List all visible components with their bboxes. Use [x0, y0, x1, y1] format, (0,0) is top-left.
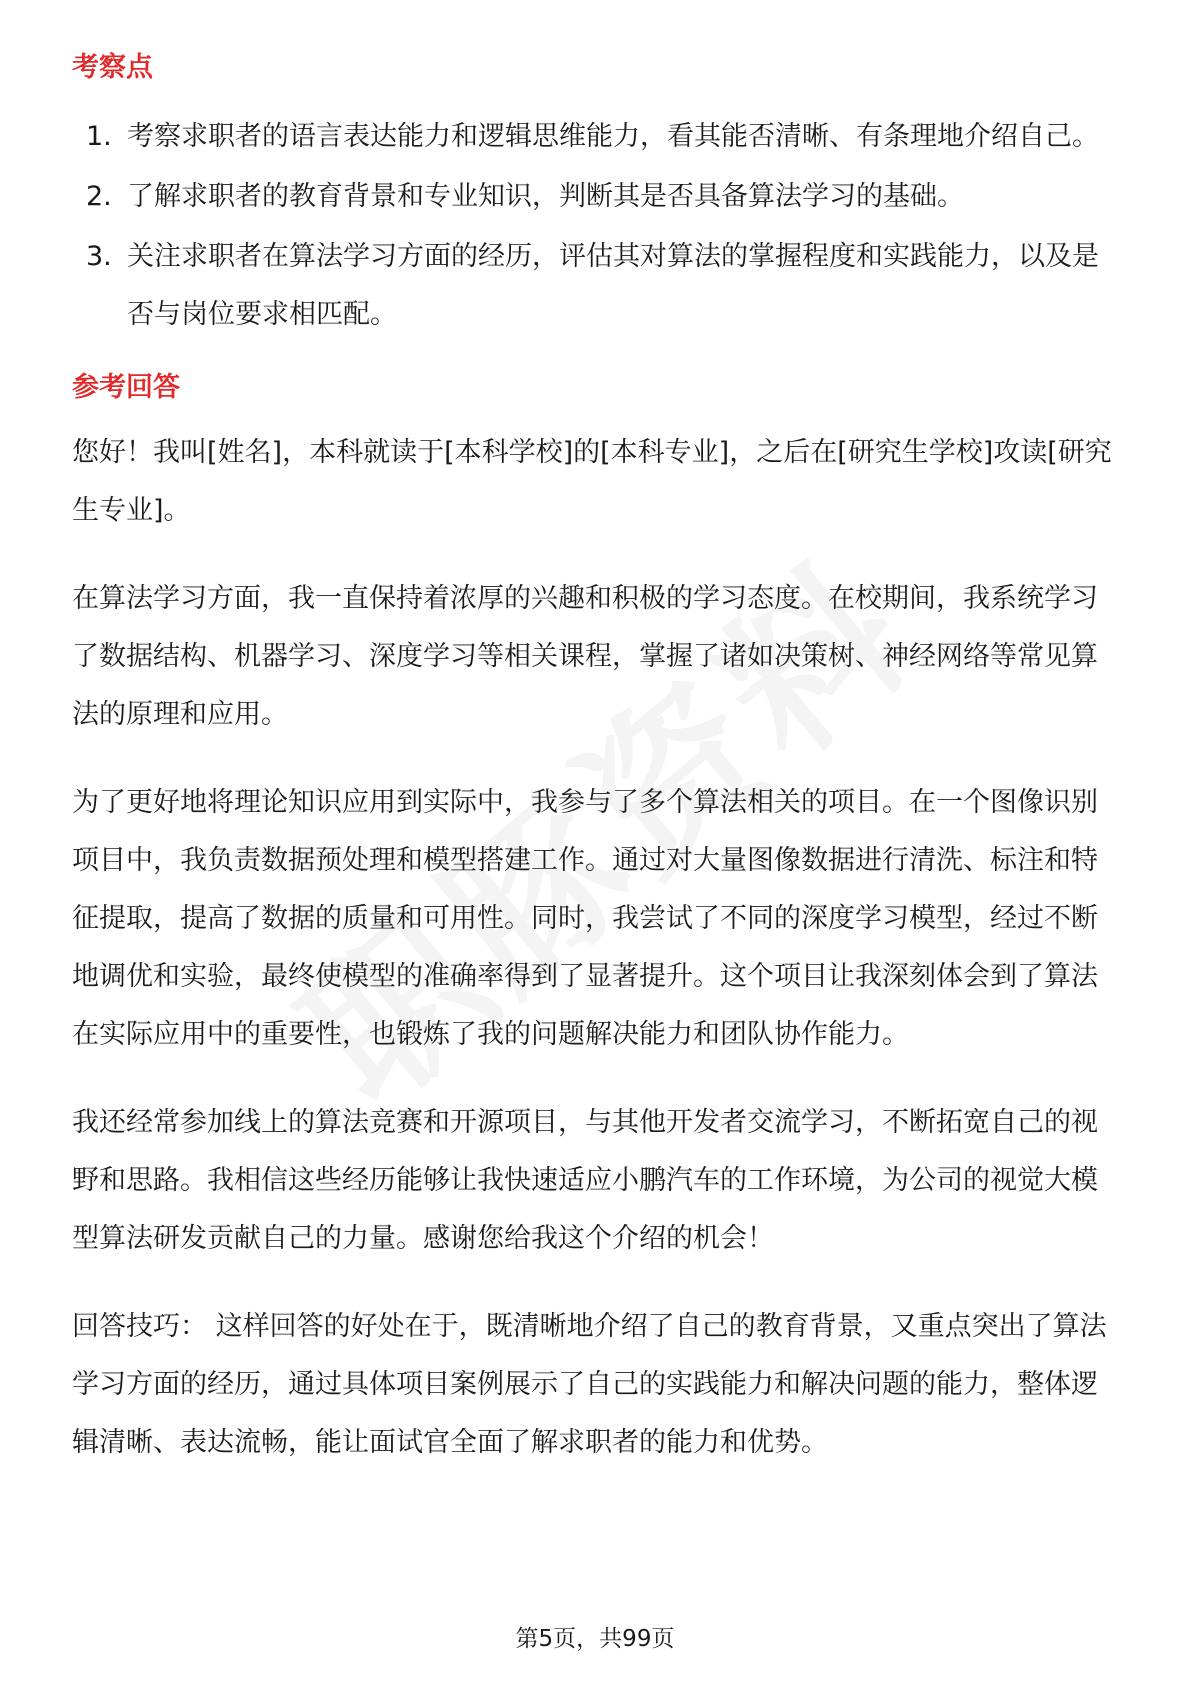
list-number: 1. — [86, 121, 112, 152]
answer-paragraph: 为了更好地将理论知识应用到实际中，我参与了多个算法相关的项目。在一个图像识别项目中，我负责数据预处理和模型搭建工作。通过对大量图像数据进行清洗、标注和特征提取，提高了数据的质量和可用性。同时，我尝试了不同的深度学习模型，经过不断地调优和实验，最终使模型的准确率得到了显著提升。这个项目让我深刻体会到了算法在实际应用中的重要性，也锻炼了我的问题解决能力和团队协作能力。 — [72, 787, 1098, 1050]
page-number: 第5页，共99页 — [515, 1626, 675, 1652]
answer-paragraph: 我还经常参加线上的算法竞赛和开源项目，与其他开发者交流学习，不断拓宽自己的视野和思路。我相信这些经历能够让我快速适应小鹏汽车的工作环境，为公司的视觉大模型算法研发贡献自己的力量。感谢您给我这个介绍的机会！ — [72, 1107, 1098, 1254]
exam-points-heading: 考察点 — [72, 52, 153, 83]
document-body — [72, 48, 1122, 1502]
list-number: 2. — [86, 181, 112, 212]
exam-point-text: 关注求职者在算法学习方面的经历，评估其对算法的掌握程度和实践能力，以及是否与岗位要求相匹配。 — [127, 241, 1099, 330]
exam-points-list — [72, 108, 1122, 344]
list-number: 3. — [86, 241, 112, 272]
exam-point-item — [72, 168, 1122, 226]
exam-point-text: 考察求职者的语言表达能力和逻辑思维能力，看其能否清晰、有条理地介绍自己。 — [127, 121, 1099, 152]
exam-point-item — [72, 108, 1122, 166]
answer-paragraph: 您好！我叫[姓名]，本科就读于[本科学校]的[本科专业]，之后在[研究生学校]攻读[研究生专业]。 — [72, 437, 1112, 526]
answer-paragraph: 在算法学习方面，我一直保持着浓厚的兴趣和积极的学习态度。在校期间，我系统学习了数据结构、机器学习、深度学习等相关课程，掌握了诸如决策树、神经网络等常见算法的原理和应用。 — [72, 583, 1098, 730]
answer-tips-paragraph: 回答技巧： 这样回答的好处在于，既清晰地介绍了自己的教育背景，又重点突出了算法学习方面的经历，通过具体项目案例展示了自己的实践能力和解决问题的能力，整体逻辑清晰、表达流畅，能让面试官全面了解求职者的能力和优势。 — [72, 1311, 1107, 1458]
reference-answer-heading: 参考回答 — [72, 372, 180, 403]
exam-point-item — [72, 228, 1122, 344]
exam-point-text: 了解求职者的教育背景和专业知识，判断其是否具备算法学习的基础。 — [127, 181, 964, 212]
